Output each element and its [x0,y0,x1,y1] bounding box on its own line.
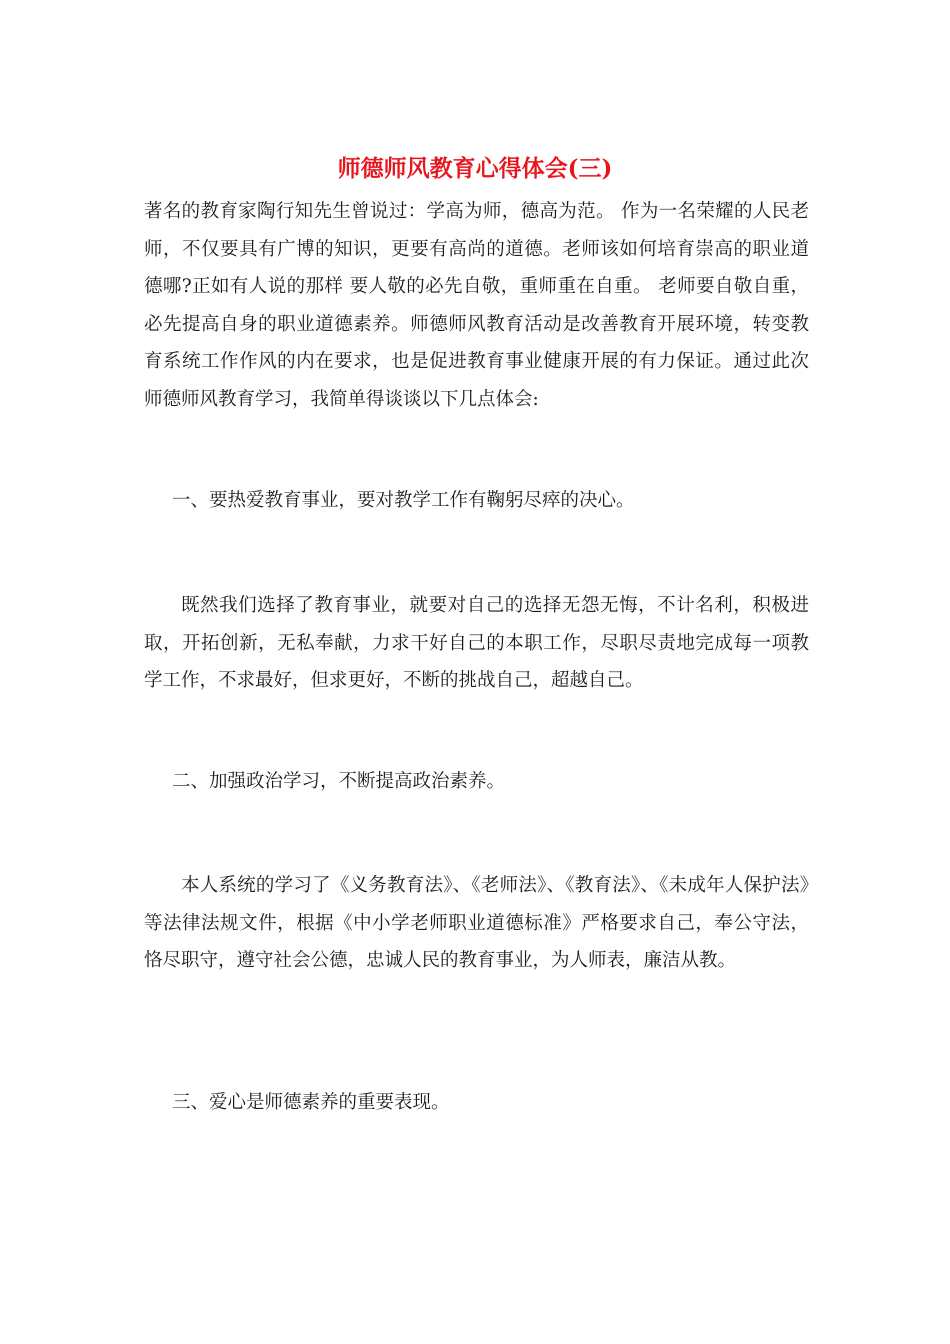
intro-paragraph: 著名的教育家陶行知先生曾说过：学高为师，德高为范。 作为一名荣耀的人民老师，不仅要具有广博的知识，更要有高尚的道德。老师该如何培育崇高的职业道德哪?正如有人说的那样 要人敬的必先自敬，重师重在自重。 老师要自敬自重，必先提高自身的职业道德素养。师德师风教育活动是改善教育开展环境，转变教育系统工作作风的内在要求，也是促进教育事业健康开展的有力保证。通过此次师德师风教育学习，我简单得谈谈以下几点体会: [144,201,809,410]
document-title: 师德师风教育心得体会(三) [337,155,613,182]
section-1-heading: 一、要热爱教育事业，要对教学工作有鞠躬尽瘁的决心。 [172,490,635,511]
section-2-body: 本人系统的学习了《义务教育法》、《老师法》、《教育法》、《未成年人保护法》等法律法规文件，根据《中小学老师职业道德标准》严格要求自己，奉公守法，恪尽职守，遵守社会公德，忠诚人民的教育事业，为人师表，廉洁从教。 [144,875,809,971]
section-3-heading: 三、爱心是师德素养的重要表现。 [172,1092,450,1113]
section-1-body: 既然我们选择了教育事业，就要对自己的选择无怨无悔，不计名利，积极进取，开拓创新，无私奉献，力求干好自己的本职工作，尽职尽责地完成每一项教学工作，不求最好，但求更好，不断的挑战自己，超越自己。 [144,595,809,691]
section-2-heading: 二、加强政治学习，不断提高政治素养。 [172,771,506,792]
